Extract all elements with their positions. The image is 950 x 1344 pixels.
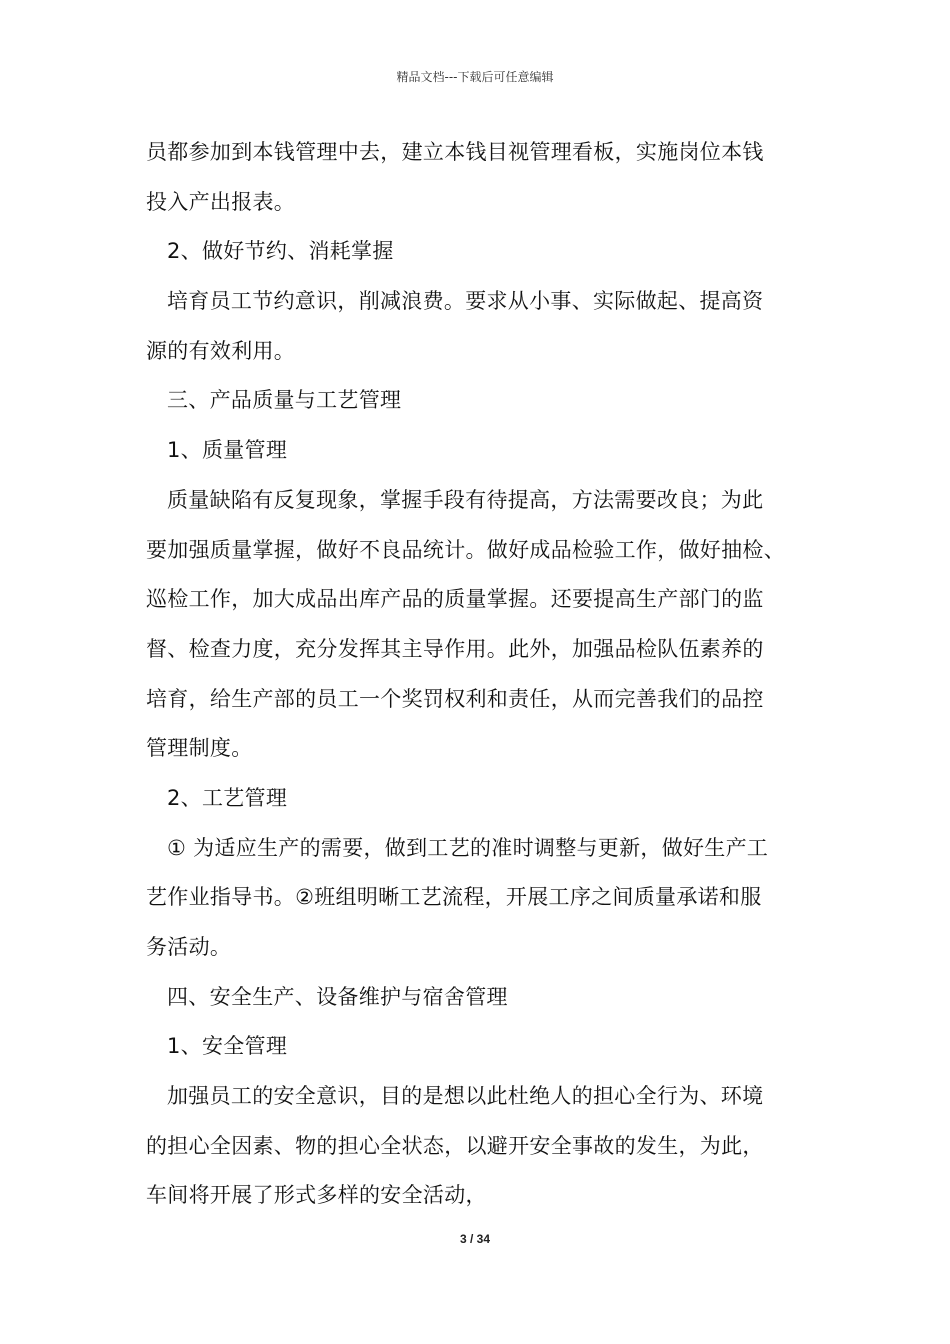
subsection-heading: 1、安全管理 xyxy=(167,1034,288,1059)
subsection-heading: 2、做好节约、消耗掌握 xyxy=(167,239,394,264)
body-line: 员都参加到本钱管理中去，建立本钱目视管理看板，实施岗位本钱 xyxy=(146,140,764,164)
body-line: 管理制度。 xyxy=(146,736,253,761)
page-header: 精品文档---下载后可任意编辑 xyxy=(396,70,554,84)
paragraph-first-line: ① 为适应生产的需要，做到工艺的准时调整与更新，做好生产工 xyxy=(167,835,769,860)
section-heading: 三、产品质量与工艺管理 xyxy=(167,388,402,413)
body-line: 的担心全因素、物的担心全状态，以避开安全事故的发生，为此， xyxy=(146,1133,764,1158)
page-number: 3 / 34 xyxy=(459,1232,491,1246)
body-line: 投入产出报表。 xyxy=(146,189,296,214)
subsection-heading: 1、质量管理 xyxy=(167,438,288,463)
paragraph-first-line: 质量缺陷有反复现象，掌握手段有待提高，方法需要改良；为此 xyxy=(167,487,764,512)
body-line: 要加强质量掌握，做好不良品统计。做好成品检验工作，做好抽检、 xyxy=(146,537,785,562)
paragraph-first-line: 加强员工的安全意识，目的是想以此杜绝人的担心全行为、环境 xyxy=(167,1084,764,1109)
body-line: 源的有效利用。 xyxy=(146,338,296,363)
subsection-heading: 2、工艺管理 xyxy=(167,785,288,810)
body-line: 督、检查力度，充分发挥其主导作用。此外，加强品检队伍素养的 xyxy=(146,636,764,661)
body-line: 务活动。 xyxy=(146,935,232,959)
body-line: 巡检工作，加大成品出库产品的质量掌握。还要提高生产部门的监 xyxy=(146,587,764,612)
body-line: 车间将开展了形式多样的安全活动， xyxy=(146,1183,487,1208)
document-body xyxy=(146,128,826,1221)
section-heading: 四、安全生产、设备维护与宿舍管理 xyxy=(167,984,508,1009)
paragraph-first-line: 培育员工节约意识，削减浪费。要求从小事、实际做起、提高资 xyxy=(167,289,764,314)
body-line: 培育，给生产部的员工一个奖罚权利和责任，从而完善我们的品控 xyxy=(146,686,764,711)
body-line: 艺作业指导书。②班组明晰工艺流程，开展工序之间质量承诺和服 xyxy=(146,885,762,910)
